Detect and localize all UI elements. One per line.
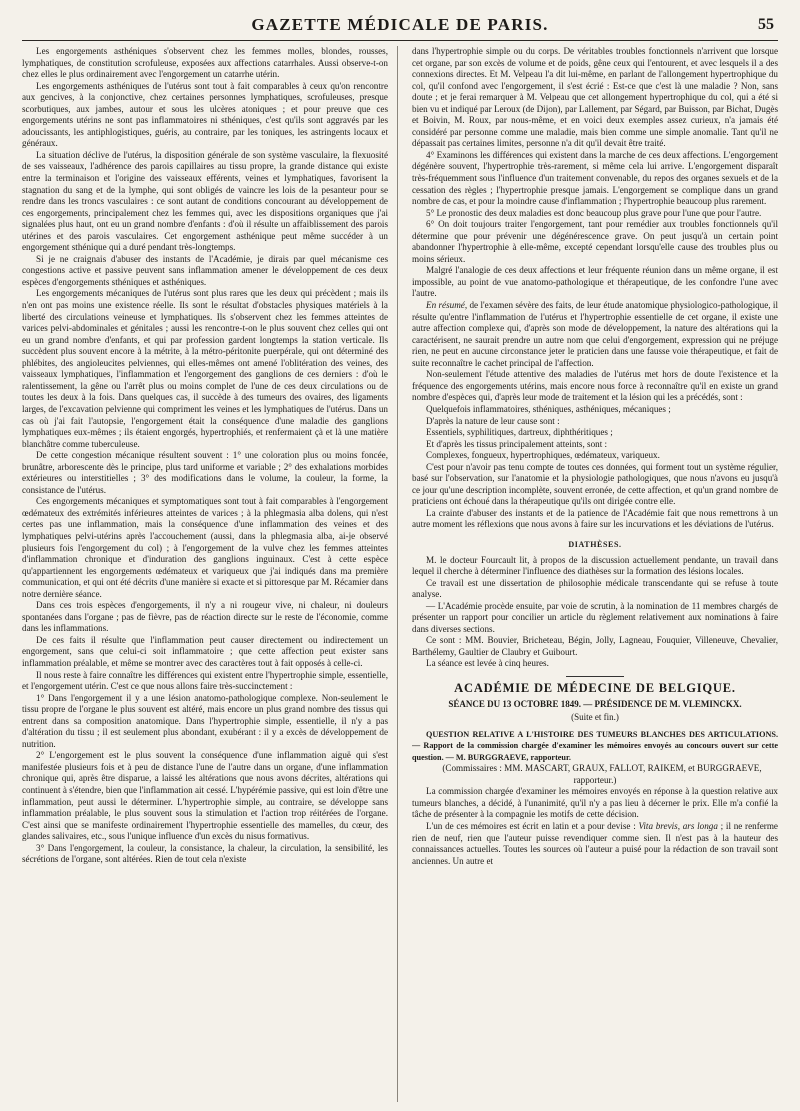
masthead-title: GAZETTE MÉDICALE DE PARIS. — [251, 15, 549, 34]
paragraph: Les engorgements asthéniques de l'utérus sont tout à fait comparables à ceux qu'on rencontre aux gencives, à la conjonctive, chez certaines personnes lymphatiques, scrofuleuses, presque scorbutiques, aux jambes, autour et sous les ulcères atoniques ; et pour preuve que ces engorgements utérins ne sont pas inflammatoires ni sthéniques, c'est qu'ils sont aggravés par les adoucissants, les antiphlogistiques, guéris, au contraire, par les toniques, les astringents locaux et généraux. — [22, 80, 388, 149]
paragraph — [412, 821, 778, 867]
list-item: D'après la nature de leur cause sont : — [426, 415, 560, 426]
paragraph-text: ; il ne renferme rien de neuf, rien que l'auteur puisse revendiquer comme sien. Il n'est pas à la hauteur des connaissances actuelles. Toutes les sources où l'auteur a puisé pour la rédaction de son travail sont anciennes. Un autre et — [412, 821, 778, 866]
paragraph — [412, 300, 778, 369]
paragraph-text: L'un de ces mémoires est écrit en latin et a pour devise : — [426, 821, 639, 831]
left-column — [22, 46, 388, 1102]
paragraph: M. le docteur Fourcault lit, à propos de la discussion actuellement pendante, un travail dans lequel il cherche à déterminer l'influence des diathèses sur la formation des lésions locales. — [412, 554, 778, 577]
right-column — [412, 46, 778, 1102]
paragraph: 5° Le pronostic des deux maladies est donc beaucoup plus grave pour l'une que pour l'autre. — [426, 207, 762, 218]
suite-note: (Suite et fin.) — [571, 712, 619, 723]
list-item: Complexes, fongueux, hypertrophiques, œdémateux, variqueux. — [426, 450, 660, 461]
paragraph: Ce travail est une dissertation de philosophie médicale transcendante qui se refuse à toute analyse. — [412, 577, 778, 600]
paragraph: Dans ces trois espèces d'engorgements, il n'y a ni rougeur vive, ni chaleur, ni douleurs spontanées dans l'organe ; pas de fièvre, pas de réaction directe sur le reste de l'économie, comme dans les inflammations. — [22, 600, 388, 634]
commission-line: (Commissaires : MM. MASCART, GRAUX, FALLOT, RAIKEM, et BURGGRAEVE, rapporteur.) — [442, 763, 762, 785]
paragraph: Malgré l'analogie de ces deux affections et leur fréquente réunion dans un même organe, il est impossible, au point de vue anatomo-pathologique et thérapeutique, de les confondre l'une avec l'autre. — [412, 265, 778, 299]
paragraph: 4° Examinons les différences qui existent dans la marche de ces deux affections. L'engorgement dégénère souvent, l'hypertrophie très-rarement, si même cela lui arrive. L'engorgement disparaît très-fréquemment sous l'influence d'un traitement convenable, du repos des organes sexuels et de la cessation des règles ; l'hypertrophie presque jamais. L'engorgement se complique dans un grand nombre de cas, et pour la moindre cause d'inflammation ; l'hypertrophie beaucoup plus rarement. — [412, 149, 778, 207]
paragraph: La crainte d'abuser des instants et de la patience de l'Académie fait que nous remettrons à un autre moment les réflexions que nous avons à faire sur les incurvations et les déviations de l'utérus. — [412, 507, 778, 530]
paragraph: Les engorgements mécaniques de l'utérus sont plus rares que les deux qui précèdent ; mais ils n'en ont pas moins une existence réelle. Ils sont le résultat d'obstacles physiques matériels à la liberté des circulations veineuse et lymphatiques. Ils s'observent chez les femmes atteintes de varices pelvi-abdominales et génitales ; aussi les rencontre-t-on le plus souvent chez celles qui ont eu un grand nombre d'enfants, et qui par profession gardent longtemps la station verticale. Ils succèdent plus souvent encore à la métrite, à la métro-péritonite puerpérale, qui ont déterminé des phlébites, des angioleucites pelviennes, qui elles-mêmes ont amené l'oblitération des veines, des vaisseaux lymphatiques, l'inflammation et l'engorgement des ganglions de ces derniers : d'où le ralentissement, la gêne ou l'arrêt plus ou moins complet de l'une de ces deux circulations ou de toutes les deux à la fois. Dans quelques cas, il succède à des tumeurs des ovaires, des ligaments larges, de l'excavation pelvienne qui compriment les veines et les lymphatiques de l'utérus. Dans un cas où j'ai fait l'autopsie, l'engorgement était la conséquence d'une maladie des ganglions lymphatiques eux-mêmes ; ils étaient engorgés, hypertrophiés, et renfermaient çà et là une matière blanchâtre comme tuberculeuse. — [22, 288, 388, 449]
paragraph-text: , de l'examen sévère des faits, de leur étude anatomique physiologico-pathologique, il résulte qu'entre l'inflammation de l'utérus et l'hypertrophie essentielle de cet organe, il existe une autre affection complexe qui, d'après son mode de développement, la nature des altérations qui la caractérisent, ne saurait prendre un autre nom que celui d'engorgement, expression qui ne préjuge rien, ne peut en aucune circonstance jeter le praticien dans une fausse voie thérapeutique, et fait de suite reconnaître le cachet principal de l'affection. — [412, 300, 778, 368]
paragraph: Ce sont : MM. Bouvier, Bricheteau, Bégin, Jolly, Lagneau, Fouquier, Villeneuve, Chevalier, Barthélemy, Gaultier de Claubry et Guibourt. — [412, 635, 778, 657]
list-item: Essentiels, syphilitiques, dartreux, diphthéritiques ; — [426, 427, 613, 438]
academy-title: ACADÉMIE DE MÉDECINE DE BELGIQUE. — [454, 680, 736, 695]
paragraph: 3° Dans l'engorgement, la couleur, la consistance, la chaleur, la circulation, la sensibilité, les sécrétions de l'organe, sont altérées. Rien de tout cela n'existe — [22, 842, 388, 865]
paragraph: Si je ne craignais d'abuser des instants de l'Académie, je dirais par quel mécanisme ces congestions active et passive peuvent sans inflammation amener le développement de ces deux espèces d'engorgements sthéniques et asthéniques. — [22, 253, 388, 287]
page-header — [22, 10, 778, 41]
italic-lead: En résumé — [426, 300, 465, 311]
paragraph: 6° On doit toujours traiter l'engorgement, tant pour remédier aux troubles fonctionnels qu'il détermine que pour prévenir une dégénérescence grave. On peut jusqu'à un certain point abandonner l'hypertrophie à elle-même, excepté cependant lorsqu'elle cause des troubles plus ou moins sérieux. — [412, 219, 778, 264]
page-number: 55 — [758, 16, 774, 33]
list-item: Et d'après les tissus principalement atteints, sont : — [426, 438, 608, 449]
session-line: SÉANCE DU 13 OCTOBRE 1849. — PRÉSIDENCE DE M. VLEMINCKX. — [448, 698, 742, 709]
paragraph: De cette congestion mécanique résultent souvent : 1° une coloration plus ou moins foncée, brunâtre, arborescente dès le principe, plus tard uniforme et variable ; 2° des exhalations morbides extérieures ou interstitielles ; 3° des modifications dans le volume, la couleur, la forme, la consistance de l'utérus. — [22, 450, 388, 495]
question-heading: QUESTION RELATIVE A L'HISTOIRE DES TUMEURS BLANCHES DES ARTICULATIONS. — Rapport de la commission chargée d'examiner les mémoires envoyés au concours ouvert sur cette question. — M. BURGGRAEVE, rapporteur. — [412, 729, 778, 762]
paragraph: Ces engorgements mécaniques et symptomatiques sont tout à fait comparables à l'engorgement œdémateux des extrémités inférieures atteintes de varices ; à la phlegmasia alba dolens, qui n'est certes pas une inflammation, mais la conséquence d'une inflammation des veines et des lymphatiques pelvi-utérins après l'accouchement (aussi, dans la phlegmasia alba, ai-je observé plusieurs fois l'engorgement du col) ; à l'engorgement de la vulve chez les femmes atteintes d'inflammation chronique et d'induration des ganglions inguinaux. C'est à cette espèce qu'appartiennent les engorgements œdémateux et variqueux que j'ai indiqués dans ma première communication, et qui ont été décrits d'une manière si exacte et si pittoresque par M. Récamier dans notre dernière séance. — [22, 496, 388, 599]
paragraph: 1° Dans l'engorgement il y a une lésion anatomo-pathologique complexe. Non-seulement le tissu propre de l'organe le plus souvent est altéré, mais encore un plus grand nombre des tissus qui entrent dans sa composition anatomique. Dans l'hypertrophie simple, essentielle, il n'y a pas d'altération du tissu ; il est seulement plus abondant, exubérant : il y a excès de développement de nutrition. — [22, 692, 388, 749]
list-item: Quelquefois inflammatoires, sthéniques, asthéniques, mécaniques ; — [426, 403, 671, 414]
motto: Vita brevis, ars longa — [638, 821, 718, 831]
paragraph: La commission chargée d'examiner les mémoires envoyés en réponse à la question relative aux tumeurs blanches, a décidé, à l'unanimité, qu'il n'y a pas lieu à décerner le prix. Elle m'a confié la tâche de présenter à la compagnie les motifs de cette décision. — [412, 786, 778, 820]
section-divider — [566, 676, 624, 677]
paragraph: — L'Académie procède ensuite, par voie de scrutin, à la nomination de 11 membres chargés de présenter un rapport pour concilier un article du règlement relativement aux nominations à faire dans diverses sections. — [412, 600, 778, 634]
section-heading-diatheses: DIATHÈSES. — [568, 539, 622, 549]
paragraph: C'est pour n'avoir pas tenu compte de toutes ces données, qui forment tout un système régulier, basé sur l'observation, sur l'anatomie et la physiologie pathologiques, que nous n'avons eu jusqu'à ce jour qu'une description incomplète, souvent erronée, de cette affection, et qu'un grand nombre de praticiens ont échoué dans la thérapeutique qu'ils ont dirigée contre elle. — [412, 461, 778, 507]
paragraph: Non-seulement l'étude attentive des maladies de l'utérus met hors de doute l'existence et la fréquence des engorgements utérins, mais encore nous force à reconnaître qu'il en existe un grand nombre d'espèces qui, d'après leur mode de traitement et la lésion qui les a précédés, sont : — [412, 369, 778, 403]
paragraph: De ces faits il résulte que l'inflammation peut causer directement ou indirectement un engorgement, sans que celui-ci soit inflammatoire ; que cette affection peut exister sans inflammation préalable, et même se montrer avec des caractères tout à fait opposés à celle-ci. — [22, 634, 388, 668]
paragraph: dans l'hypertrophie simple ou du corps. De véritables troubles fonctionnels n'arrivent que lorsque cet organe, par son excès de volume et de poids, gêne ceux qui l'entourent, et avec lesquels il a des connexions directes. Et M. Velpeau l'a dit lui-même, en parlant de l'allongement hypertrophique du col, qu'il confond avec l'engorgement, il s'est écrié : Est-ce que c'est là une maladie ? Non, sans doute ; et je ferai remarquer à M. Velpeau que cet allongement hypertrophique du col, qui a été si bien vu et indiqué par Leroux (de Dijon), par Lallement, par Ségard, par Buisson, par Bichat, Dugès et Boivin, M. Roux, par nous-même, et en voici deux exemples assez curieux, n'a jamais été considéré par personne comme une maladie, mais bien comme une simple anomalie. Tant qu'il ne dépassait pas certaines limites, personne n'a dit qu'il devait être traité. — [412, 46, 778, 149]
paragraph: La séance est levée à cinq heures. — [426, 658, 549, 669]
paragraph: Il nous reste à faire connaître les différences qui existent entre l'hypertrophie simple, essentielle, et l'engorgement utérin. C'est ce que nous allons faire très-succinctement : — [22, 669, 388, 692]
paragraph: Les engorgements asthéniques s'observent chez les femmes molles, blondes, rousses, lymphatiques, de constitution scrofuleuse, exposées aux affections catarrhales. Aussi observe-t-on chez elles le plus ordinairement avec l'engorgement un catarrhe utérin. — [22, 46, 388, 80]
column-divider — [397, 46, 398, 1102]
paragraph: 2° L'engorgement est le plus souvent la conséquence d'une inflammation aiguë qui s'est manifestée plusieurs fois et à peu de distance l'une de l'autre dans un organe, d'une inflammation chronique qui, après être disparue, a laissé les altérations que nous avons décrites, altérations qui continuent à s'étendre, bien que l'inflammation ait cessé. L'hypérémie passive, qui est loin d'être une inflammation, peut aussi le déterminer. L'hypertrophie simple, au contraire, se développe sans inflammation préalable, le plus souvent sous la stimulation et l'action trop réitérées de l'organe. C'est ainsi que se manifeste ordinairement l'hypertrophie essentielle des mamelles, du cœur, des glandes salivaires, etc., sous l'unique influence d'un excès du nisus formativus. — [22, 750, 388, 842]
paragraph: La situation déclive de l'utérus, la disposition générale de son système vasculaire, la flexuosité de ses vaisseaux, l'adhérence des parois capillaires au tissu propre, la grande distance qui existe entre la terminaison et l'origine des vaisseaux efférents, veines et lymphatiques, favorisent la stagnation du sang et de la lymphe, qui sont obligés de vaincre les lois de la pesanteur pour se rendre dans les troncs vasculaires : ce sont autant de conditions concourant au développement de ces engorgements, principalement chez les femmes qui, avec les dispositions organiques que j'ai signalées plus haut, ont eu un grand nombre d'enfants : d'où il résulte un affaiblissement des parois utérines et des parois vasculaires. Cet engorgement asthénique peut même succéder à un engorgement sthénique qui a duré pendant très-longtemps. — [22, 149, 388, 253]
